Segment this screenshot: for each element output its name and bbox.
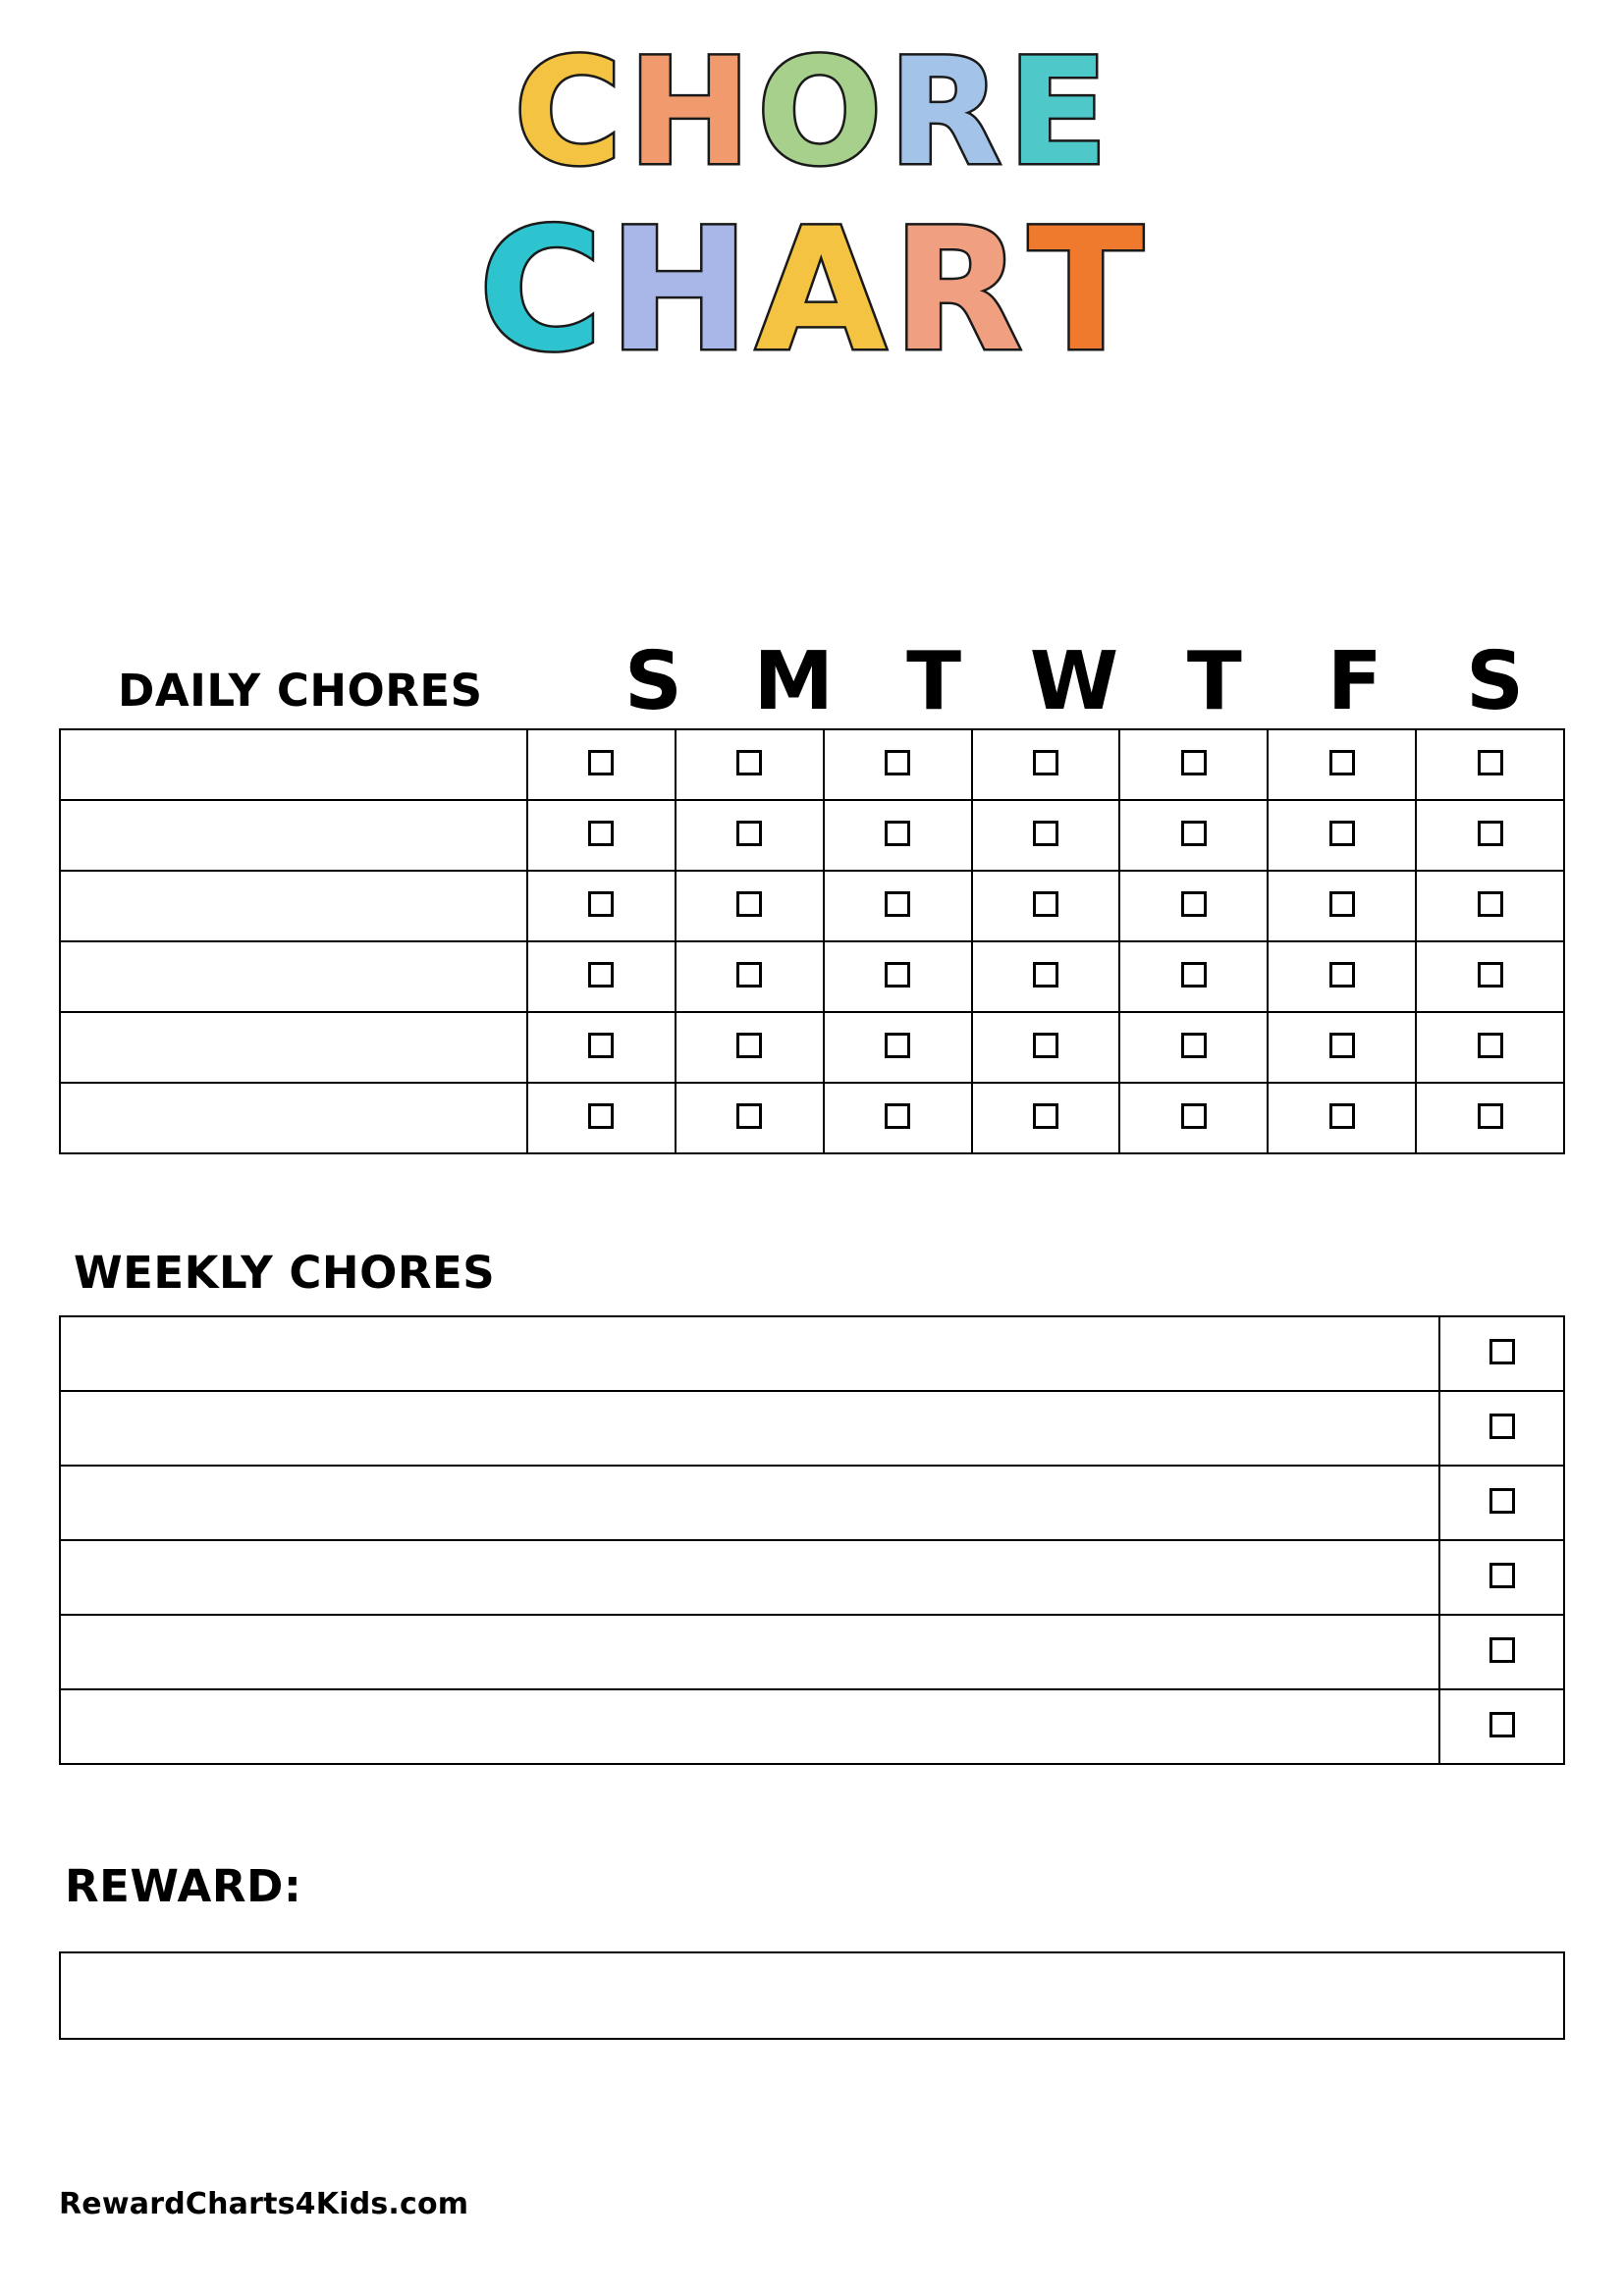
checkbox-icon[interactable] xyxy=(1329,750,1355,775)
checkbox-icon[interactable] xyxy=(588,821,614,846)
checkbox-icon[interactable] xyxy=(736,1103,762,1129)
weekly-chore-name-input[interactable] xyxy=(60,1689,1439,1764)
checkbox-icon[interactable] xyxy=(1489,1563,1515,1588)
weekly-chores-label: WEEKLY CHORES xyxy=(74,1247,496,1299)
daily-chore-name-input[interactable] xyxy=(60,1012,527,1083)
daily-check-cell[interactable] xyxy=(1416,941,1564,1012)
checkbox-icon[interactable] xyxy=(885,1033,910,1058)
page-title xyxy=(0,0,1624,389)
daily-check-cell[interactable] xyxy=(1268,800,1416,871)
day-header-4: T xyxy=(1186,635,1242,728)
checkbox-icon[interactable] xyxy=(1489,1637,1515,1663)
table-row xyxy=(60,1012,1564,1083)
checkbox-icon[interactable] xyxy=(736,821,762,846)
weekly-chore-name-input[interactable] xyxy=(60,1540,1439,1615)
weekly-check-cell[interactable] xyxy=(1439,1615,1564,1689)
checkbox-icon[interactable] xyxy=(1181,1033,1207,1058)
daily-check-cell[interactable] xyxy=(1416,729,1564,800)
daily-chores-table xyxy=(59,728,1565,1154)
day-header-2: T xyxy=(906,635,962,728)
weekly-chores-table xyxy=(59,1315,1565,1765)
title-chore-letter-3: R xyxy=(888,27,1004,198)
checkbox-icon[interactable] xyxy=(1478,1033,1503,1058)
checkbox-icon[interactable] xyxy=(736,750,762,775)
daily-check-cell[interactable] xyxy=(824,1083,972,1153)
checkbox-icon[interactable] xyxy=(736,1033,762,1058)
table-row xyxy=(60,941,1564,1012)
daily-check-cell[interactable] xyxy=(1416,800,1564,871)
checkbox-icon[interactable] xyxy=(1033,750,1058,775)
daily-check-cell[interactable] xyxy=(1416,1083,1564,1153)
checkbox-icon[interactable] xyxy=(1033,891,1058,917)
day-header-3: W xyxy=(1029,635,1119,728)
weekly-check-cell[interactable] xyxy=(1439,1316,1564,1391)
title-line-chore xyxy=(0,27,1624,198)
daily-check-cell[interactable] xyxy=(972,941,1120,1012)
daily-chores-label: DAILY CHORES xyxy=(118,665,483,717)
daily-chores-header xyxy=(59,609,1565,728)
checkbox-icon[interactable] xyxy=(1329,891,1355,917)
checkbox-icon[interactable] xyxy=(1181,1103,1207,1129)
checkbox-icon[interactable] xyxy=(885,1103,910,1129)
footer-website: RewardCharts4Kids.com xyxy=(59,2187,469,2221)
list-item xyxy=(60,1466,1564,1540)
list-item xyxy=(60,1316,1564,1391)
daily-check-cell[interactable] xyxy=(1119,1083,1268,1153)
daily-check-cell[interactable] xyxy=(676,871,824,941)
daily-chore-name-input[interactable] xyxy=(60,941,527,1012)
daily-check-cell[interactable] xyxy=(527,1012,676,1083)
daily-check-cell[interactable] xyxy=(1119,871,1268,941)
day-header-6: S xyxy=(1466,635,1525,728)
title-chore-letter-1: H xyxy=(627,27,754,198)
weekly-chore-name-input[interactable] xyxy=(60,1316,1439,1391)
checkbox-icon[interactable] xyxy=(588,1103,614,1129)
table-row xyxy=(60,729,1564,800)
checkbox-icon[interactable] xyxy=(736,891,762,917)
checkbox-icon[interactable] xyxy=(885,750,910,775)
checkbox-icon[interactable] xyxy=(588,962,614,988)
daily-check-cell[interactable] xyxy=(972,800,1120,871)
weekly-chore-name-input[interactable] xyxy=(60,1615,1439,1689)
daily-check-cell[interactable] xyxy=(527,800,676,871)
checkbox-icon[interactable] xyxy=(1478,962,1503,988)
daily-check-cell[interactable] xyxy=(527,1083,676,1153)
daily-check-cell[interactable] xyxy=(972,1012,1120,1083)
title-chart-letter-4: T xyxy=(1028,191,1146,389)
table-row xyxy=(60,1083,1564,1153)
daily-chore-name-input[interactable] xyxy=(60,871,527,941)
daily-check-cell[interactable] xyxy=(1416,871,1564,941)
weekly-check-cell[interactable] xyxy=(1439,1540,1564,1615)
daily-chore-name-input[interactable] xyxy=(60,800,527,871)
checkbox-icon[interactable] xyxy=(1489,1414,1515,1439)
title-chore-letter-4: E xyxy=(1007,27,1110,198)
day-header-0: S xyxy=(623,635,682,728)
checkbox-icon[interactable] xyxy=(588,750,614,775)
day-letters-row xyxy=(583,635,1565,728)
checkbox-icon[interactable] xyxy=(1033,821,1058,846)
checkbox-icon[interactable] xyxy=(1033,1103,1058,1129)
checkbox-icon[interactable] xyxy=(1478,891,1503,917)
daily-check-cell[interactable] xyxy=(527,729,676,800)
daily-check-cell[interactable] xyxy=(1119,800,1268,871)
daily-check-cell[interactable] xyxy=(824,941,972,1012)
table-row xyxy=(60,871,1564,941)
list-item xyxy=(60,1391,1564,1466)
daily-check-cell[interactable] xyxy=(1268,1083,1416,1153)
list-item xyxy=(60,1615,1564,1689)
checkbox-icon[interactable] xyxy=(1478,821,1503,846)
daily-check-cell[interactable] xyxy=(527,871,676,941)
checkbox-icon[interactable] xyxy=(1489,1488,1515,1514)
checkbox-icon[interactable] xyxy=(1329,1103,1355,1129)
checkbox-icon[interactable] xyxy=(1329,1033,1355,1058)
daily-check-cell[interactable] xyxy=(1119,729,1268,800)
daily-check-cell[interactable] xyxy=(1119,1012,1268,1083)
checkbox-icon[interactable] xyxy=(885,962,910,988)
title-chore-letter-0: C xyxy=(514,27,624,198)
daily-check-cell[interactable] xyxy=(527,941,676,1012)
checkbox-icon[interactable] xyxy=(1478,1103,1503,1129)
day-header-5: F xyxy=(1326,635,1382,728)
daily-check-cell[interactable] xyxy=(676,729,824,800)
daily-check-cell[interactable] xyxy=(824,1012,972,1083)
daily-check-cell[interactable] xyxy=(1268,1012,1416,1083)
checkbox-icon[interactable] xyxy=(736,962,762,988)
daily-check-cell[interactable] xyxy=(972,871,1120,941)
weekly-chore-name-input[interactable] xyxy=(60,1391,1439,1466)
title-chart-letter-2: A xyxy=(755,191,889,389)
checkbox-icon[interactable] xyxy=(1489,1339,1515,1364)
title-chore-letter-2: O xyxy=(757,27,885,198)
checkbox-icon[interactable] xyxy=(885,821,910,846)
list-item xyxy=(60,1689,1564,1764)
daily-check-cell[interactable] xyxy=(1416,1012,1564,1083)
daily-chore-name-input[interactable] xyxy=(60,729,527,800)
daily-check-cell[interactable] xyxy=(1268,871,1416,941)
daily-check-cell[interactable] xyxy=(676,1012,824,1083)
checkbox-icon[interactable] xyxy=(1478,750,1503,775)
reward-label: REWARD: xyxy=(65,1860,302,1912)
weekly-check-cell[interactable] xyxy=(1439,1466,1564,1540)
reward-input-box[interactable] xyxy=(59,1951,1565,2040)
checkbox-icon[interactable] xyxy=(1489,1712,1515,1737)
daily-check-cell[interactable] xyxy=(1268,729,1416,800)
daily-check-cell[interactable] xyxy=(1268,941,1416,1012)
title-chart-letter-1: H xyxy=(608,191,752,389)
checkbox-icon[interactable] xyxy=(588,1033,614,1058)
day-header-1: M xyxy=(753,635,835,728)
checkbox-icon[interactable] xyxy=(1181,891,1207,917)
title-chart-letter-3: R xyxy=(892,191,1025,389)
checkbox-icon[interactable] xyxy=(588,891,614,917)
checkbox-icon[interactable] xyxy=(1329,821,1355,846)
table-row xyxy=(60,800,1564,871)
checkbox-icon[interactable] xyxy=(1329,962,1355,988)
checkbox-icon[interactable] xyxy=(1181,962,1207,988)
daily-check-cell[interactable] xyxy=(824,729,972,800)
weekly-check-cell[interactable] xyxy=(1439,1391,1564,1466)
daily-check-cell[interactable] xyxy=(972,729,1120,800)
checkbox-icon[interactable] xyxy=(1033,962,1058,988)
checkbox-icon[interactable] xyxy=(885,891,910,917)
checkbox-icon[interactable] xyxy=(1181,821,1207,846)
daily-check-cell[interactable] xyxy=(676,941,824,1012)
daily-check-cell[interactable] xyxy=(824,800,972,871)
daily-check-cell[interactable] xyxy=(824,871,972,941)
checkbox-icon[interactable] xyxy=(1181,750,1207,775)
daily-check-cell[interactable] xyxy=(1119,941,1268,1012)
daily-chore-name-input[interactable] xyxy=(60,1083,527,1153)
checkbox-icon[interactable] xyxy=(1033,1033,1058,1058)
weekly-chore-name-input[interactable] xyxy=(60,1466,1439,1540)
title-line-chart xyxy=(0,191,1624,389)
daily-check-cell[interactable] xyxy=(676,800,824,871)
list-item xyxy=(60,1540,1564,1615)
daily-check-cell[interactable] xyxy=(972,1083,1120,1153)
weekly-check-cell[interactable] xyxy=(1439,1689,1564,1764)
daily-check-cell[interactable] xyxy=(676,1083,824,1153)
title-chart-letter-0: C xyxy=(478,191,605,389)
